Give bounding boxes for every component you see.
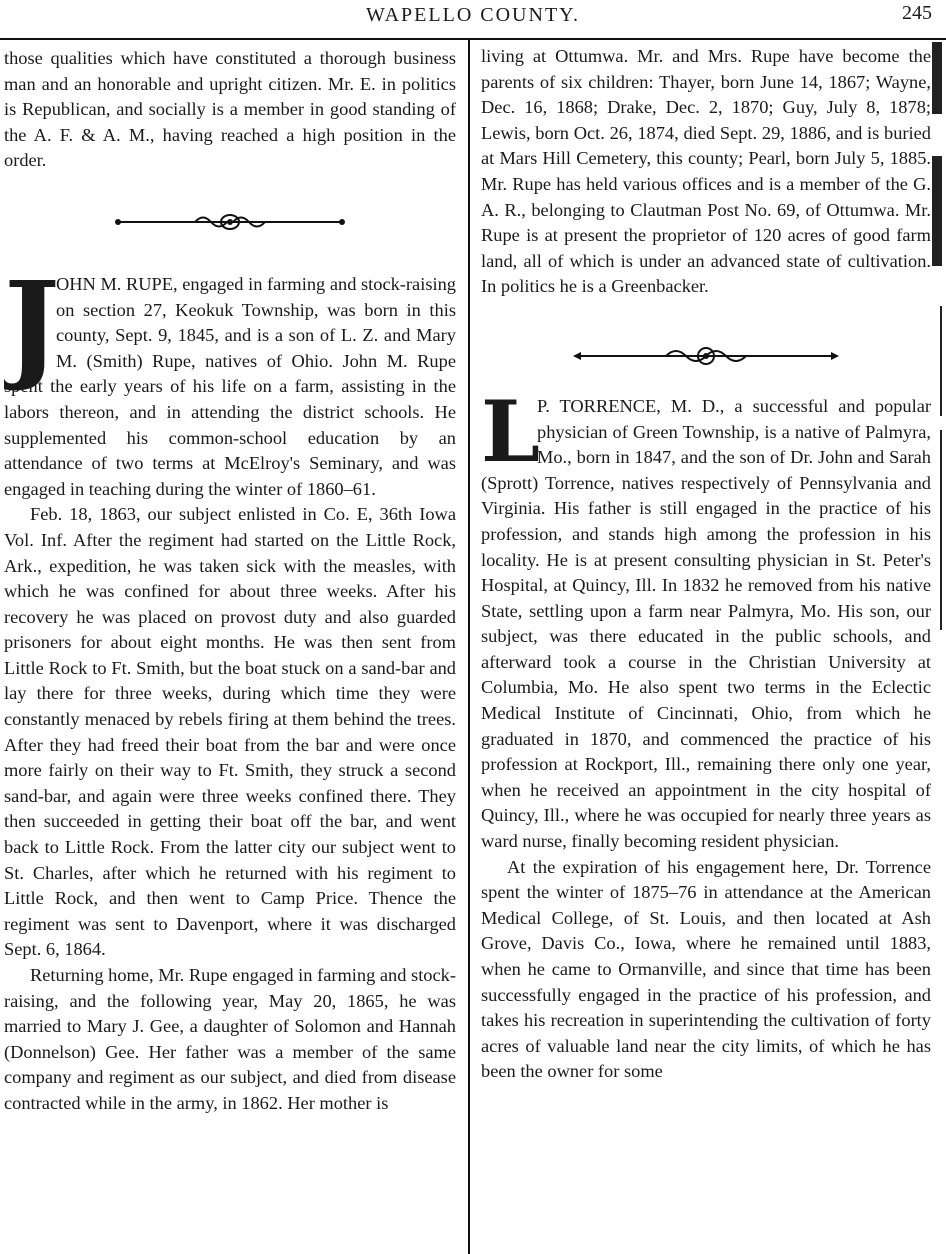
torrence-biography bbox=[481, 381, 931, 1085]
right-column bbox=[481, 44, 931, 1254]
torrence-lead-paragraph: P. TORRENCE, M. D., a successful and popular physician of Green Township, is a native of Palmyra, Mo., born in 1847, and the son of Dr. John and Sarah (Sprott) Torrence, natives respectively of Pennsylvania and Virginia. His father is still engaged in the practice of his profession, and stands high among the profession in his locality. He is at present consulting physician in St. Peter's Hospital, at Quincy, Ill. In 1832 he removed from his native State, settling upon a farm near Palmyra, Mo. His son, our subject, was there educated in the public schools, and afterward took a course in the Christian University at Columbia, Mo. He also spent two terms in the Eclectic Medical Institute of Cincinnati, Ohio, from which he graduated in 1870, and commenced the practice of his profession at Rockport, Ill., remaining there only one year, when he received an appointment in the city hospital of Quincy, Ill., where he was occupied for nearly three years as ward nurse, finally becoming resident physician. bbox=[481, 395, 931, 852]
column-divider bbox=[468, 40, 470, 1254]
header-rule bbox=[0, 38, 946, 40]
dropcap-l: L bbox=[481, 381, 541, 481]
rupe-biography bbox=[4, 254, 456, 1117]
ornament-divider-2 bbox=[571, 346, 841, 366]
edge-mark bbox=[940, 306, 942, 416]
page-number: 245 bbox=[902, 2, 932, 24]
rupe-paragraph-3: Returning home, Mr. Rupe engaged in farming and stock-raising, and the following year, May 20, 1865, he was married to Mary J. Gee, a daughter of Solomon and Hannah (Donnelson) Gee. Her father was a member of the same company and regiment as our subject, and died from disease contracted while in the army, in 1862. Her mother is bbox=[4, 965, 456, 1113]
left-column bbox=[4, 46, 456, 1254]
edge-mark bbox=[940, 430, 942, 630]
rupe-lead-paragraph: OHN M. RUPE, engaged in farming and stock-raising on section 27, Keokuk Township, was born in this county, Sept. 9, 1845, and is a son of L. Z. and Mary M. (Smith) Rupe, natives of Ohio. John M. Rupe spent the early years of his life on a farm, assisting in the labors thereon, and in attending the district schools. He supplemented his common-school education by an attendance of two terms at McElroy's Seminary, and was engaged in teaching during the winter of 1860–61. bbox=[4, 273, 456, 499]
intro-paragraph: those qualities which have constituted a thorough business man and an honorable and upright citizen. Mr. E. in politics is Republican, and socially is a member in good standing of the A. F. & A. M., having reached a high position in the order. bbox=[4, 48, 456, 171]
page-edge-marks bbox=[932, 30, 944, 1254]
dropcap-j: J bbox=[4, 254, 60, 394]
ornament-divider-1 bbox=[110, 212, 350, 232]
edge-mark bbox=[932, 156, 942, 266]
running-head: WAPELLO COUNTY. bbox=[365, 4, 581, 26]
torrence-paragraph-2: At the expiration of his engagement here, Dr. Torrence spent the winter of 1875–76 in attendance at the American Medical College, of St. Louis, and then located at Ash Grove, Davis Co., Iowa, where he remained until 1883, when he came to Ormanville, and since that time has been successfully engaged in the practice of his profession, and takes his recreation in superintending the cultivation of forty acres of valuable land near the city limits, of which he has been the owner for some bbox=[481, 856, 931, 1082]
rupe-paragraph-2: Feb. 18, 1863, our subject enlisted in Co. E, 36th Iowa Vol. Inf. After the regiment had started on the Little Rock, Ark., expedition, he was taken sick with the measles, with which he was confined for about three weeks. After his recovery he was placed on provost duty and also guarded prisoners for about eight months. He was then sent from Little Rock to Ft. Smith, but the boat stuck on a sand-bar and lay there for three weeks, during which time they were constantly menaced by rebels firing at them behind the trees. After they had freed their boat from the bar and were once more fairly on their way to Ft. Smith, they struck a second sand-bar, and again were three weeks confined there. They then succeeded in getting their boat off the bar, and went back to Little Rock. From the latter city our subject went to St. Charles, after which he returned with his regiment to Little Rock, and then went to Camp Price. Thence the regiment was sent to Davenport, where it was discharged Sept. 6, 1864. bbox=[4, 504, 456, 960]
rupe-continued-paragraph: living at Ottumwa. Mr. and Mrs. Rupe have become the parents of six children: Thayer, born June 14, 1867; Wayne, Dec. 16, 1868; Drake, Dec. 2, 1870; Guy, July 8, 1878; Lewis, born Oct. 26, 1874, died Sept. 29, 1886, and is buried at Mars Hill Cemetery, this county; Pearl, born July 5, 1885. Mr. Rupe has held various offices and is a member of the G. A. R., belonging to Clautman Post No. 69, of Ottumwa. Mr. Rupe is at present the proprietor of 120 acres of good farm land, all of which is under an advanced state of cultivation. In politics he is a Greenbacker. bbox=[481, 46, 931, 297]
edge-mark bbox=[932, 42, 942, 114]
